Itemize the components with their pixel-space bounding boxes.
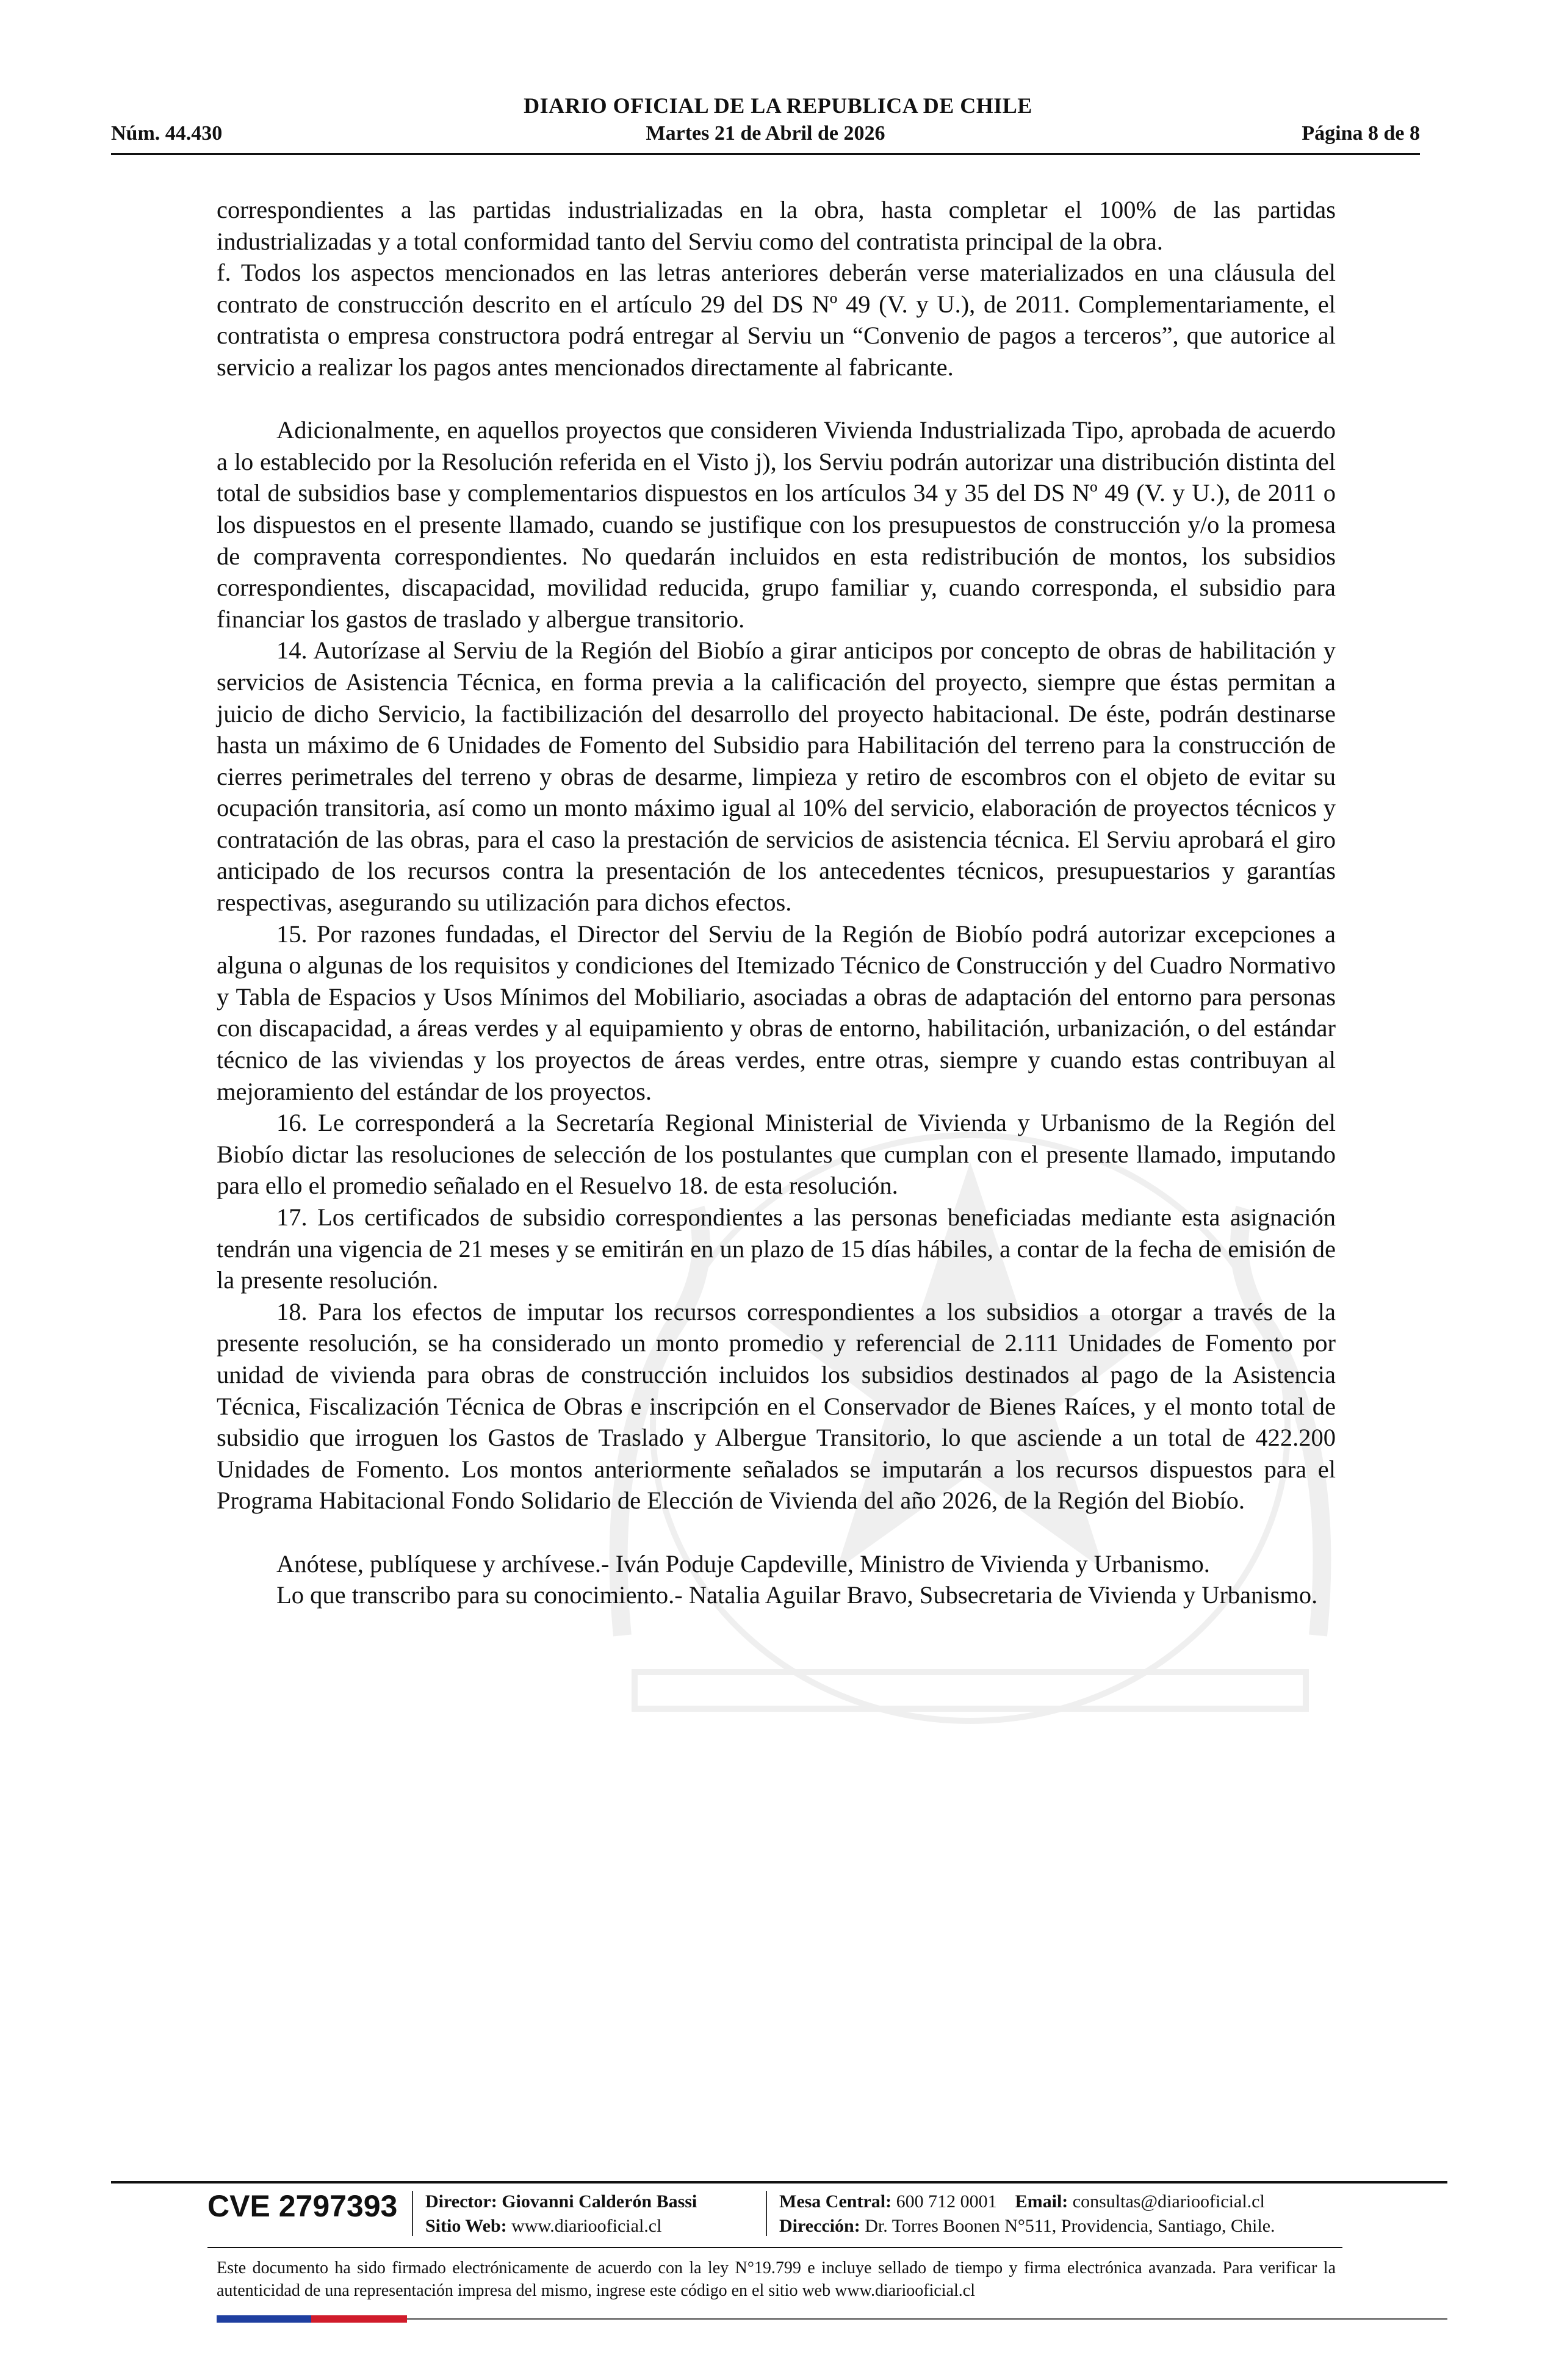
paragraph: 18. Para los efectos de imputar los recursos correspondientes a los subsidios a otorgar a través de la presente resolución, se ha considerado un monto promedio y referencial de 2.111 Unidades de Fomento por unidad de vivienda para obras de construcción incluidos los subsidios destinados al pago de la Asistencia Técnica, Fiscalización Técnica de Obras e inscripción en el Conservador de Bienes Raíces, y el monto total de subsidio que irroguen los Gastos de Traslado y Albergue Transitorio, lo que asciende a un total de 422.200 Unidades de Fomento. Los montos anteriormente señalados se imputarán a los recursos dispuestos para el Programa Habitacional Fondo Solidario de Elección de Vivienda del año 2026, de la Región del Biobío. <box>217 1297 1336 1515</box>
director-label: Director: <box>425 2191 497 2212</box>
issue-date: Martes 21 de Abril de 2026 <box>646 122 885 145</box>
brand-color-bar <box>217 2315 407 2323</box>
paragraph: correspondientes a las partidas industrializadas en la obra, hasta completar el 100% de las partidas industrializadas y a total conformidad tanto del Serviu como del contratista principal de la obra. <box>217 196 1336 255</box>
paragraph: 16. Le corresponderá a la Secretaría Regional Ministerial de Vivienda y Urbanismo de la Región del Biobío dictar las resoluciones de selección de los postulantes que cumplan con el presente llamado, imputando para ello el promedio señalado en el Resuelvo 18. de esta resolución. <box>217 1109 1336 1200</box>
paragraph: Adicionalmente, en aquellos proyectos que consideren Vivienda Industrializada Tipo, aprobada de acuerdo a lo establecido por la Resolución referida en el Visto j), los Serviu podrán autorizar una distribución distinta del total de subsidios base y complementarios dispuestos en los artículos 34 y 35 del DS Nº 49 (V. y U.), de 2011 o los dispuestos en el presente llamado, cuando se justifique con los presupuestos de construcción y/o la promesa de compraventa correspondientes. No quedarán incluidos en esta redistribución de montos, los subsidios correspondientes, discapacidad, movilidad reducida, grupo familiar y, cuando corresponda, el subsidio para financiar los gastos de traslado y albergue transitorio. <box>217 416 1336 633</box>
footer-contact-block <box>779 2190 1275 2238</box>
footer-separator <box>412 2191 413 2236</box>
address-label: Dirección: <box>779 2216 860 2236</box>
email-label: Email: <box>1015 2191 1068 2212</box>
web-link[interactable]: www.diariooficial.cl <box>511 2216 662 2236</box>
document-body <box>217 194 1336 1611</box>
paragraph: 17. Los certificados de subsidio correspondientes a las personas beneficiadas mediante esta asignación tendrán una vigencia de 21 meses y se emitirán en un plazo de 15 días hábiles, a contar de la fecha de emisión de la presente resolución. <box>217 1203 1336 1294</box>
brand-bar-red <box>311 2315 407 2323</box>
footer-divider <box>111 2181 1447 2183</box>
address-value: Dr. Torres Boonen N°511, Providencia, Santiago, Chile. <box>865 2216 1275 2236</box>
email-link[interactable]: consultas@diariooficial.cl <box>1072 2191 1265 2212</box>
paragraph: 15. Por razones fundadas, el Director del Serviu de la Región de Biobío podrá autorizar excepciones a alguna o algunas de los requisitos y condiciones del Itemizado Técnico de Construcción y del Cuadro Normativo y Tabla de Espacios y Usos Mínimos del Mobiliario, asociadas a obras de adaptación del entorno para personas con discapacidad, a áreas verdes y al equipamiento y obras de entorno, habilitación, urbanización, o del estándar técnico de las viviendas y los proyectos de áreas verdes, entre otras, siempre y cuando estas contribuyan al mejoramiento del estándar de los proyectos. <box>217 920 1336 1105</box>
footer-separator <box>766 2191 767 2236</box>
cve-code: CVE 2797393 <box>207 2189 398 2223</box>
director-name: Giovanni Calderón Bassi <box>502 2191 697 2212</box>
page-indicator: Página 8 de 8 <box>1302 122 1420 145</box>
signature-paragraph: Anótese, publíquese y archívese.- Iván Poduje Capdeville, Ministro de Vivienda y Urbanismo. <box>276 1549 1210 1578</box>
signature-paragraph: Lo que transcribo para su conocimiento.- Natalia Aguilar Bravo, Subsecretaria de Vivienda y Urbanismo. <box>276 1581 1318 1609</box>
mesa-label: Mesa Central: <box>779 2191 892 2212</box>
paragraph: f. Todos los aspectos mencionados en las letras anteriores deberán verse materializados en una cláusula del contrato de construcción descrito en el artículo 29 del DS Nº 49 (V. y U.), de 2011. Complementariamente, el contratista o empresa constructora podrá entregar al Serviu un “Convenio de pagos a terceros”, que autorice al servicio a realizar los pagos antes mencionados directamente al fabricante. <box>217 259 1336 381</box>
footer-divider <box>207 2247 1342 2248</box>
web-label: Sitio Web: <box>425 2216 507 2236</box>
paragraph: 14. Autorízase al Serviu de la Región del Biobío a girar anticipos por concepto de obras de habilitación y servicios de Asistencia Técnica, en forma previa a la calificación del proyecto, siempre que éstas permitan a juicio de dicho Servicio, la factibilización del desarrollo del proyecto habitacional. De éste, podrán destinarse hasta un máximo de 6 Unidades de Fomento del Subsidio para Habilitación del terreno para la construcción de cierres perimetrales del terreno y obras de desarme, limpieza y retiro de escombros con el objeto de evitar su ocupación transitoria, así como un monto máximo igual al 10% del servicio, elaboración de proyectos técnicos y contratación de las obras, para el caso la prestación de servicios de asistencia técnica. El Serviu aprobará el giro anticipado de los recursos contra la presentación de los antecedentes técnicos, presupuestarios y garantías respectivas, asegurando su utilización para dichos efectos. <box>217 636 1336 917</box>
footer-director-block <box>425 2190 697 2238</box>
newspaper-title: DIARIO OFICIAL DE LA REPUBLICA DE CHILE <box>524 93 1032 118</box>
brand-bar-blue <box>217 2315 311 2323</box>
legal-notice: Este documento ha sido firmado electrónicamente de acuerdo con la ley N°19.799 e incluye sellado de tiempo y firma electrónica avanzada. Para verificar la autenticidad de una representación impresa del mismo, ingrese este código en el sitio web www.diariooficial.cl <box>217 2259 1336 2300</box>
issue-number: Núm. 44.430 <box>111 122 223 145</box>
header-divider <box>111 153 1420 155</box>
mesa-phone: 600 712 0001 <box>896 2191 997 2212</box>
